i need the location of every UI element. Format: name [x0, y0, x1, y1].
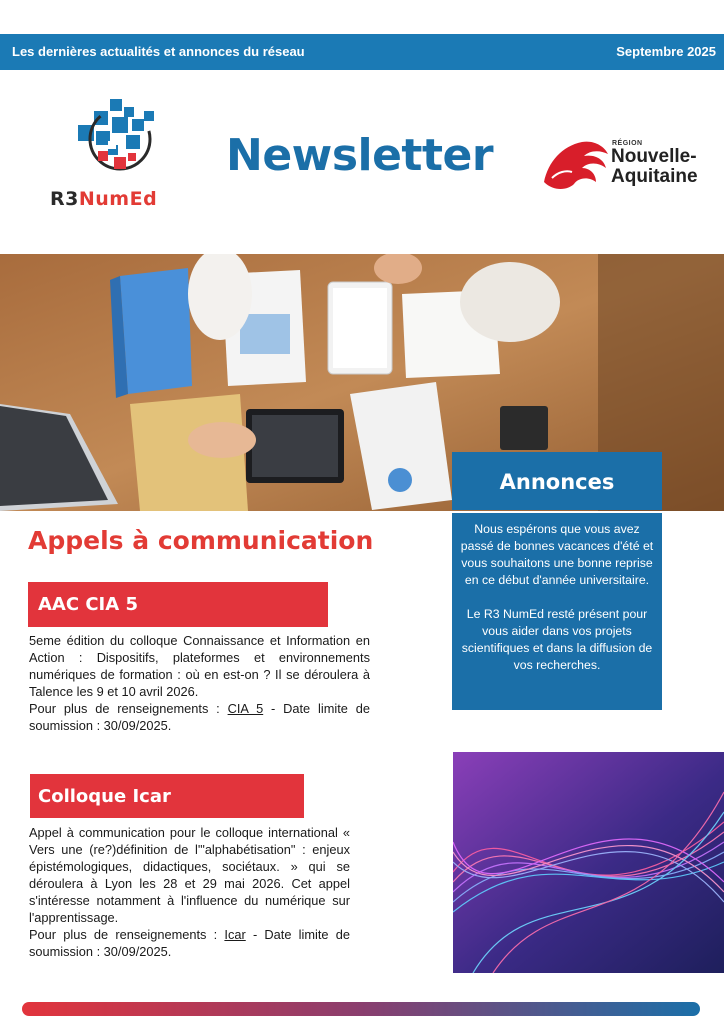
icar-section: [29, 824, 350, 960]
aac-heading: AAC CIA 5: [38, 594, 138, 615]
aac-section: [29, 632, 370, 734]
annonces-panel: [452, 513, 662, 710]
region-line-1: Nouvelle-: [611, 146, 697, 167]
aac-body: 5eme édition du colloque Connaissance et Information en Action : Dispositifs, plateformes et environnements numériques de formation : où en est-on ? Il se déroulera à Talence les 9 et 10 avril 2026.: [29, 633, 370, 699]
footer-bar: [22, 1002, 700, 1016]
icar-info: [29, 926, 350, 960]
annonces-paragraph-1: Nous espérons que vous avez passé de bonnes vacances d'été et vous souhaitons une bonne reprise en ce début d'année universitaire.: [460, 522, 654, 587]
aac-info: [29, 700, 370, 734]
icar-info-prefix: Pour plus de renseignements :: [29, 927, 225, 942]
r3numed-logo-text: [50, 188, 157, 210]
logo-text-r3: R3: [50, 188, 79, 210]
aac-info-prefix: Pour plus de renseignements :: [29, 701, 228, 716]
icar-info-suffix: - Date limite de soumission : 30/09/2025.: [29, 927, 350, 959]
icar-link[interactable]: Icar: [224, 927, 246, 942]
aac-link[interactable]: CIA 5: [227, 701, 264, 716]
header-tagline: Les dernières actualités et annonces du réseau: [12, 44, 305, 59]
page-title: Newsletter: [226, 130, 494, 181]
annonces-header: [452, 452, 662, 510]
logo-text-numed: NumEd: [78, 188, 158, 210]
icar-heading: Colloque Icar: [38, 786, 171, 807]
aac-heading-box: [28, 582, 328, 627]
annonces-paragraph-2: Le R3 NumEd resté présent pour vous aider dans vos projets scientifiques et dans la diffusion de vos recherches.: [461, 607, 653, 672]
aac-info-suffix: - Date limite de soumission : 30/09/2025.: [29, 701, 370, 733]
icar-body: Appel à communication pour le colloque international « Vers une (re?)définition de l'"alphabétisation" : enjeux épistémologiques, didactiques, sociétaux. » qui se déroulera à Lyon les 28 et 29 mai 2026. Cet appel s'intéresse notamment à l'influence du numérique sur l'apprentissage.: [29, 825, 350, 925]
appels-title: Appels à communication: [28, 526, 374, 555]
annonces-title: Annonces: [499, 470, 615, 494]
region-label-small: RÉGION: [612, 140, 643, 147]
icar-heading-box: [30, 774, 304, 818]
header-date: Septembre 2025: [616, 44, 716, 59]
header-bar: [0, 34, 724, 70]
region-line-2: Aquitaine: [611, 166, 698, 187]
abstract-wave-image: [453, 752, 724, 973]
